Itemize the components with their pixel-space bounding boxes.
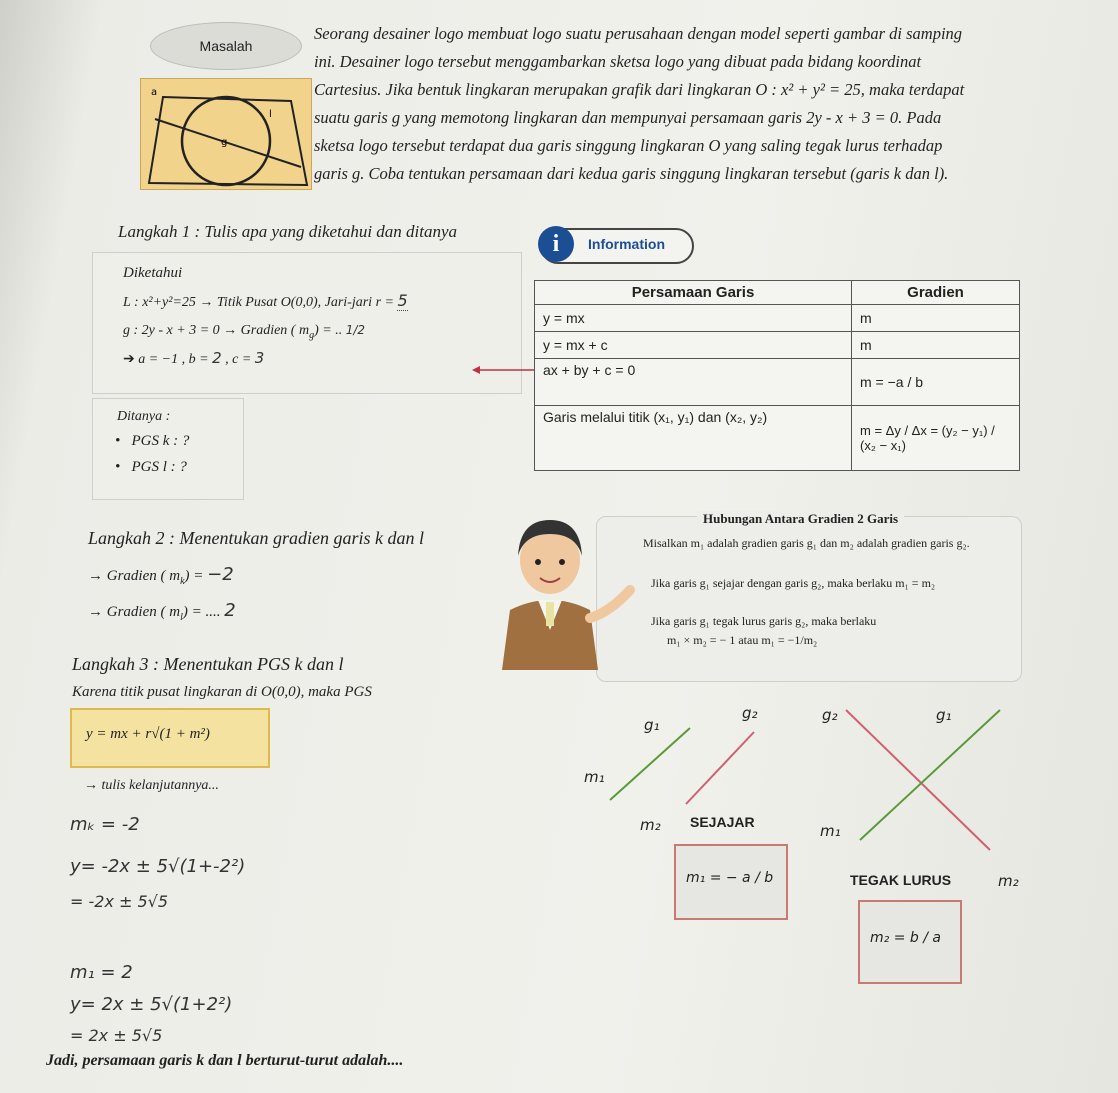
line-g: [123, 323, 365, 341]
table-row: [535, 305, 1020, 332]
logo-label-l: l: [269, 109, 272, 120]
problem-line: suatu garis g yang memotong lingkaran dan mempunyai persamaan garis 2y - x + 3 = 0. Pada: [314, 108, 942, 127]
work-line: m₁ = 2: [70, 962, 133, 983]
table-cell: m: [852, 305, 1020, 332]
gradient-l: → Gradien ( $m_l$) = .... 2: [88, 600, 236, 623]
relation-perp-formula: m₁ × m₂ = − 1 atau m₁ = −1/m₂: [667, 633, 818, 647]
gradient-k-answer: −2: [207, 564, 234, 585]
perp-g1: g₁: [936, 706, 952, 724]
work-line: mₖ = -2: [70, 814, 140, 835]
step3-title: Langkah 3 : Menentukan PGS k dan l: [72, 654, 344, 674]
parallel-label: SEJAJAR: [690, 814, 755, 830]
table-cell: Garis melalui titik (x₁, y₁) dan (x₂, y₂): [535, 406, 852, 471]
relation-parallel: Jika garis g₁ sejajar dengan garis g₂, maka berlaku m₁ = m₂: [651, 576, 936, 590]
abc-line: [123, 349, 264, 368]
continue-instruction: → tulis kelanjutannya...: [84, 778, 219, 793]
perp-g2: g₂: [822, 706, 838, 724]
parallel-formula: m₁ = − a / b: [686, 870, 774, 886]
line-g-text: g : 2y - x + 3 = 0 → Gradien ( m: [123, 323, 310, 338]
line-equation-table: [534, 280, 1020, 471]
parallel-formula-box: [674, 844, 788, 920]
table-header: Persamaan Garis: [535, 281, 852, 305]
perp-m2: m₂: [998, 872, 1019, 890]
information-label: Information: [588, 236, 665, 252]
teacher-illustration: [480, 500, 660, 670]
logo-drawing: [141, 79, 311, 189]
conclusion: Jadi, persamaan garis k dan l berturut-turut adalah....: [46, 1052, 404, 1069]
table-cell: m = −a / b: [852, 359, 1020, 406]
relation-intro: Misalkan m₁ adalah gradien garis g₁ dan m₂ adalah gradien garis g₂.: [643, 536, 970, 550]
work-line: = 2x ± 5√5: [70, 1026, 163, 1045]
known-label: Diketahui: [123, 265, 183, 281]
gradient-answer: 1/2: [345, 323, 366, 337]
relation-perp: Jika garis g₁ tegak lurus garis g₂, maka berlaku: [651, 614, 877, 628]
table-row: [535, 332, 1020, 359]
table-cell: y = mx: [535, 305, 852, 332]
problem-statement: [314, 20, 1104, 188]
gradient-l-answer: 2: [224, 600, 236, 621]
logo-sketch: [140, 78, 312, 190]
asked-label: Ditanya :: [117, 409, 171, 424]
known-box: [92, 252, 522, 394]
perp-formula: m₂ = b / a: [870, 930, 941, 946]
problem-line: ini. Desainer logo tersebut menggambarkan sketsa logo yang dibuat pada bidang koordinat: [314, 52, 922, 71]
logo-label-g: g: [221, 137, 228, 148]
problem-line: Seorang desainer logo membuat logo suatu perusahaan dengan model seperti gambar di samping: [314, 24, 963, 43]
work-line: = -2x ± 5√5: [70, 892, 169, 911]
line-g-end: ) = ..: [314, 323, 343, 338]
c-answer: 3: [254, 349, 265, 367]
table-header-row: [535, 281, 1020, 305]
circle-line: [123, 291, 408, 311]
perp-label: TEGAK LURUS: [850, 872, 952, 888]
table-cell: y = mx + c: [535, 332, 852, 359]
perp-formula-box: [858, 900, 962, 984]
table-header: Gradien: [852, 281, 1020, 305]
problem-line: sketsa logo tersebut terdapat dua garis singgung lingkaran O yang saling tegak lurus terhadap: [314, 136, 943, 155]
perp-m1: m₁: [820, 822, 841, 840]
radius-answer: 5: [397, 291, 408, 310]
table-cell: m = Δy / Δx = (y₂ − y₁) / (x₂ − x₁): [852, 406, 1020, 471]
pgs-formula: y = mx + r√(1 + m²): [86, 726, 210, 742]
parallel-m1: m₁: [584, 768, 605, 786]
line-g-sub: g: [309, 329, 315, 341]
work-line: y= -2x ± 5√(1+-2²): [70, 856, 246, 877]
step2-title: Langkah 2 : Menentukan gradien garis k dan l: [88, 528, 424, 548]
info-icon: i: [538, 226, 574, 262]
masalah-tag: Masalah: [150, 22, 302, 70]
step3-intro: Karena titik pusat lingkaran di O(0,0), maka PGS: [72, 684, 372, 700]
b-answer: 2: [212, 349, 222, 367]
logo-label-a: a: [151, 87, 158, 98]
relation-title: Hubungan Antara Gradien 2 Garis: [697, 511, 904, 527]
gradient-k: → Gradien ( $m_k) = -2$: [88, 564, 234, 587]
table-cell: m: [852, 332, 1020, 359]
table-row: [535, 359, 1020, 406]
parallel-g1: g₁: [644, 716, 660, 734]
problem-line: garis g. Coba tentukan persamaan dari kedua garis singgung lingkaran tersebut (garis k dan l).: [314, 164, 949, 183]
c-prefix: , c =: [225, 352, 252, 367]
problem-line: Cartesius. Jika bentuk lingkaran merupakan grafik dari lingkaran O : x² + y² = 25, maka terdapat: [314, 80, 965, 99]
abc-prefix: a = −1 , b =: [138, 352, 209, 367]
table-row: [535, 406, 1020, 471]
step1-title: Langkah 1 : Tulis apa yang diketahui dan ditanya: [118, 222, 458, 241]
pointer-arrow-icon: [470, 360, 540, 380]
asked-item: • PGS k : ?: [115, 433, 190, 449]
asked-box: [92, 398, 244, 500]
pgs-formula-box: [70, 708, 270, 768]
table-cell: ax + by + c = 0: [535, 359, 852, 406]
asked-item: • PGS l : ?: [115, 459, 187, 475]
arrow-icon: ➔: [123, 352, 135, 367]
work-line: y= 2x ± 5√(1+2²): [70, 994, 233, 1015]
parallel-m2: m₂: [640, 816, 661, 834]
circle-equation: L : x²+y²=25 → Titik Pusat O(0,0), Jari-jari r =: [123, 295, 394, 310]
parallel-g2: g₂: [742, 704, 758, 722]
